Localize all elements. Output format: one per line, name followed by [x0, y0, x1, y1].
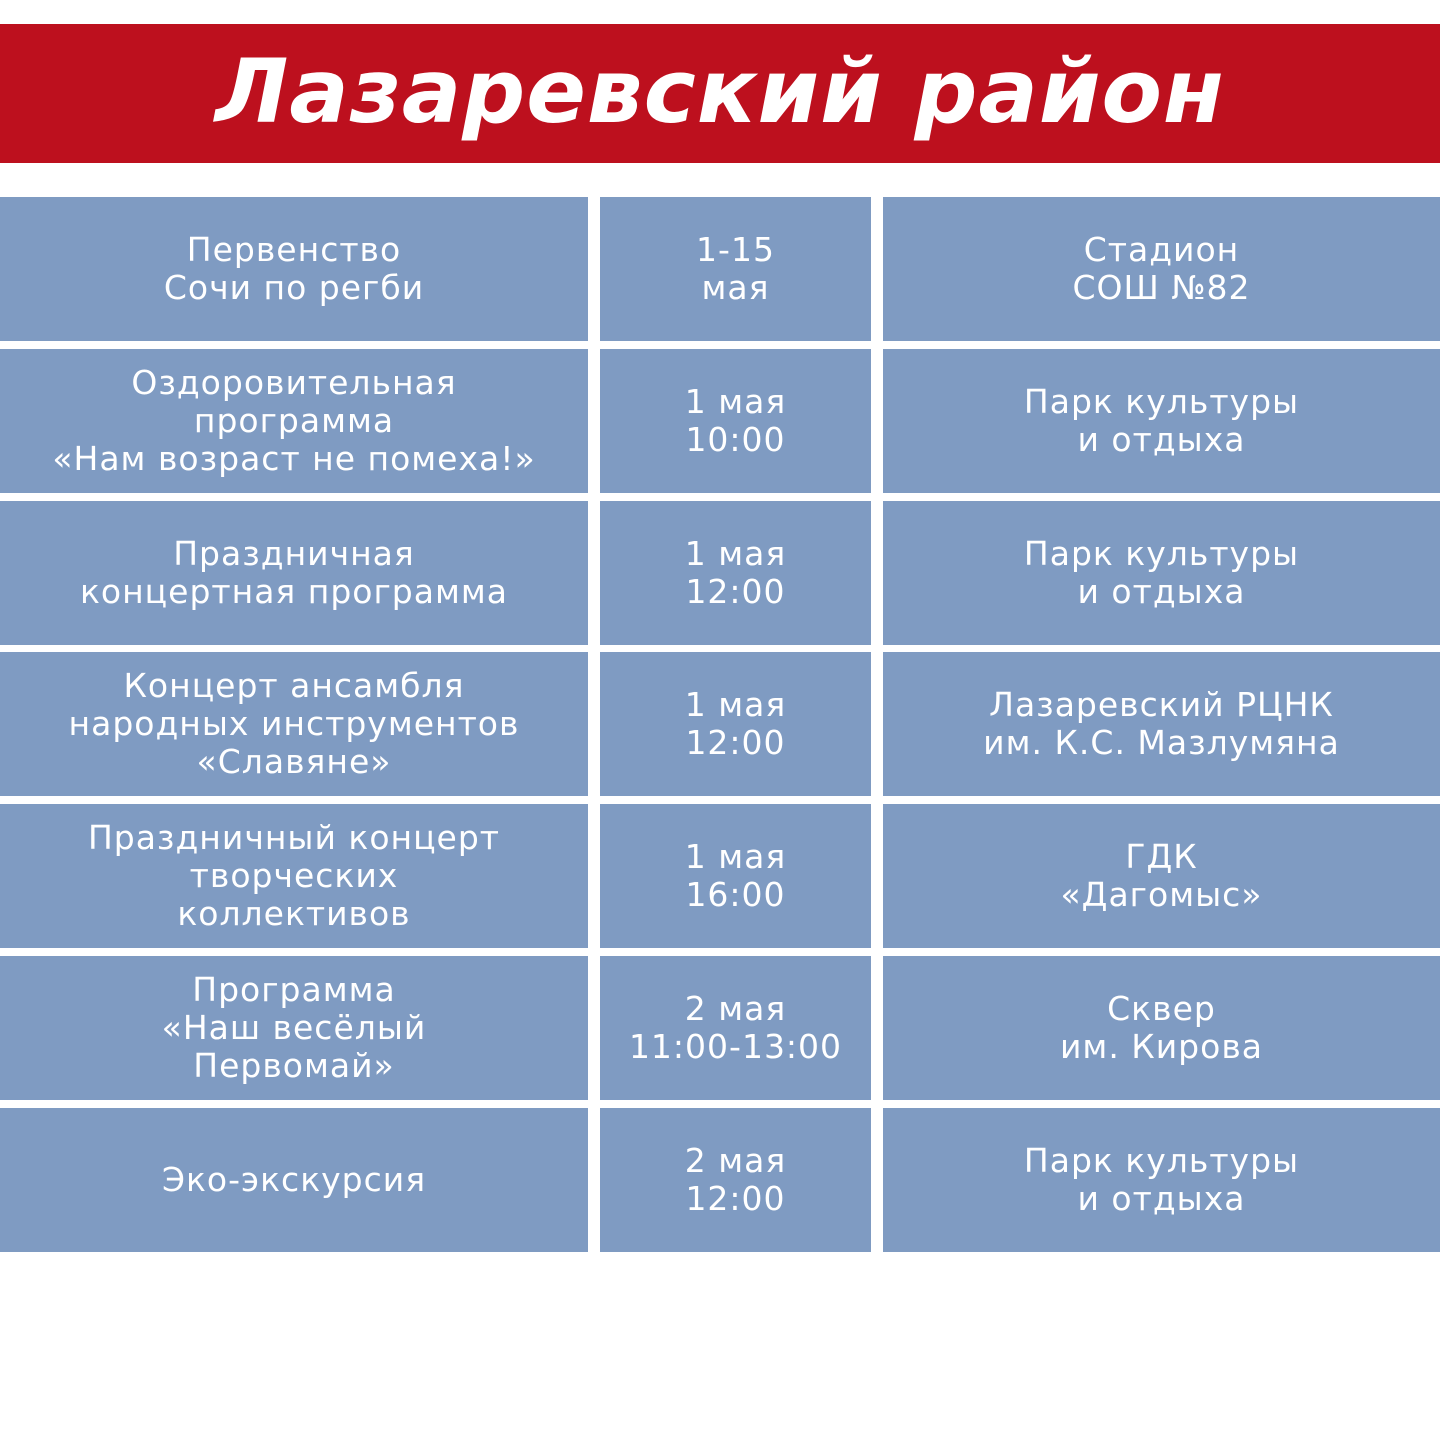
event-place: Парк культуры и отдыха [1023, 534, 1300, 611]
table-row [0, 956, 1440, 1100]
event-name: Концерт ансамбля народных инструментов «Славяне» [68, 666, 520, 781]
event-place: Сквер им. Кирова [1059, 989, 1263, 1066]
event-date: 1-15 мая [696, 230, 775, 307]
event-date-cell [600, 956, 871, 1100]
header-banner [0, 24, 1440, 163]
event-date: 2 мая 11:00-13:00 [628, 989, 843, 1066]
event-name: Первенство Сочи по регби [163, 230, 425, 307]
event-place-cell [883, 197, 1440, 341]
event-name: Праздничная концертная программа [79, 534, 508, 611]
event-date-cell [600, 349, 871, 493]
event-date-cell [600, 501, 871, 645]
table-row [0, 197, 1440, 341]
table-row [0, 804, 1440, 948]
event-place-cell [883, 652, 1440, 796]
event-date-cell [600, 804, 871, 948]
event-place: Стадион СОШ №82 [1072, 230, 1251, 307]
table-row [0, 1108, 1440, 1252]
event-name: Эко-экскурсия [161, 1160, 427, 1199]
event-place: Парк культуры и отдыха [1023, 382, 1300, 459]
table-row [0, 652, 1440, 796]
table-row [0, 349, 1440, 493]
event-name-cell [0, 956, 588, 1100]
event-name: Оздоровительная программа «Нам возраст не помеха!» [52, 363, 536, 478]
table-row [0, 501, 1440, 645]
event-name-cell [0, 804, 588, 948]
event-place-cell [883, 349, 1440, 493]
event-date-cell [600, 197, 871, 341]
event-name-cell [0, 349, 588, 493]
event-date: 1 мая 16:00 [684, 837, 787, 914]
event-name: Праздничный концерт творческих коллективов [87, 818, 501, 933]
event-name-cell [0, 501, 588, 645]
event-place-cell [883, 804, 1440, 948]
event-date-cell [600, 1108, 871, 1252]
event-place-cell [883, 956, 1440, 1100]
event-date: 1 мая 12:00 [684, 534, 787, 611]
event-date: 1 мая 10:00 [684, 382, 787, 459]
event-name-cell [0, 197, 588, 341]
event-name-cell [0, 652, 588, 796]
event-place: Лазаревский РЦНК им. К.С. Мазлумяна [983, 685, 1340, 762]
event-name-cell [0, 1108, 588, 1252]
page-title: Лазаревский район [215, 39, 1225, 143]
event-place: Парк культуры и отдыха [1023, 1141, 1300, 1218]
event-place-cell [883, 501, 1440, 645]
event-date: 2 мая 12:00 [684, 1141, 787, 1218]
event-name: Программа «Наш весёлый Первомай» [161, 970, 427, 1085]
event-place: ГДК «Дагомыс» [1060, 837, 1263, 914]
event-date: 1 мая 12:00 [684, 685, 787, 762]
event-date-cell [600, 652, 871, 796]
event-place-cell [883, 1108, 1440, 1252]
